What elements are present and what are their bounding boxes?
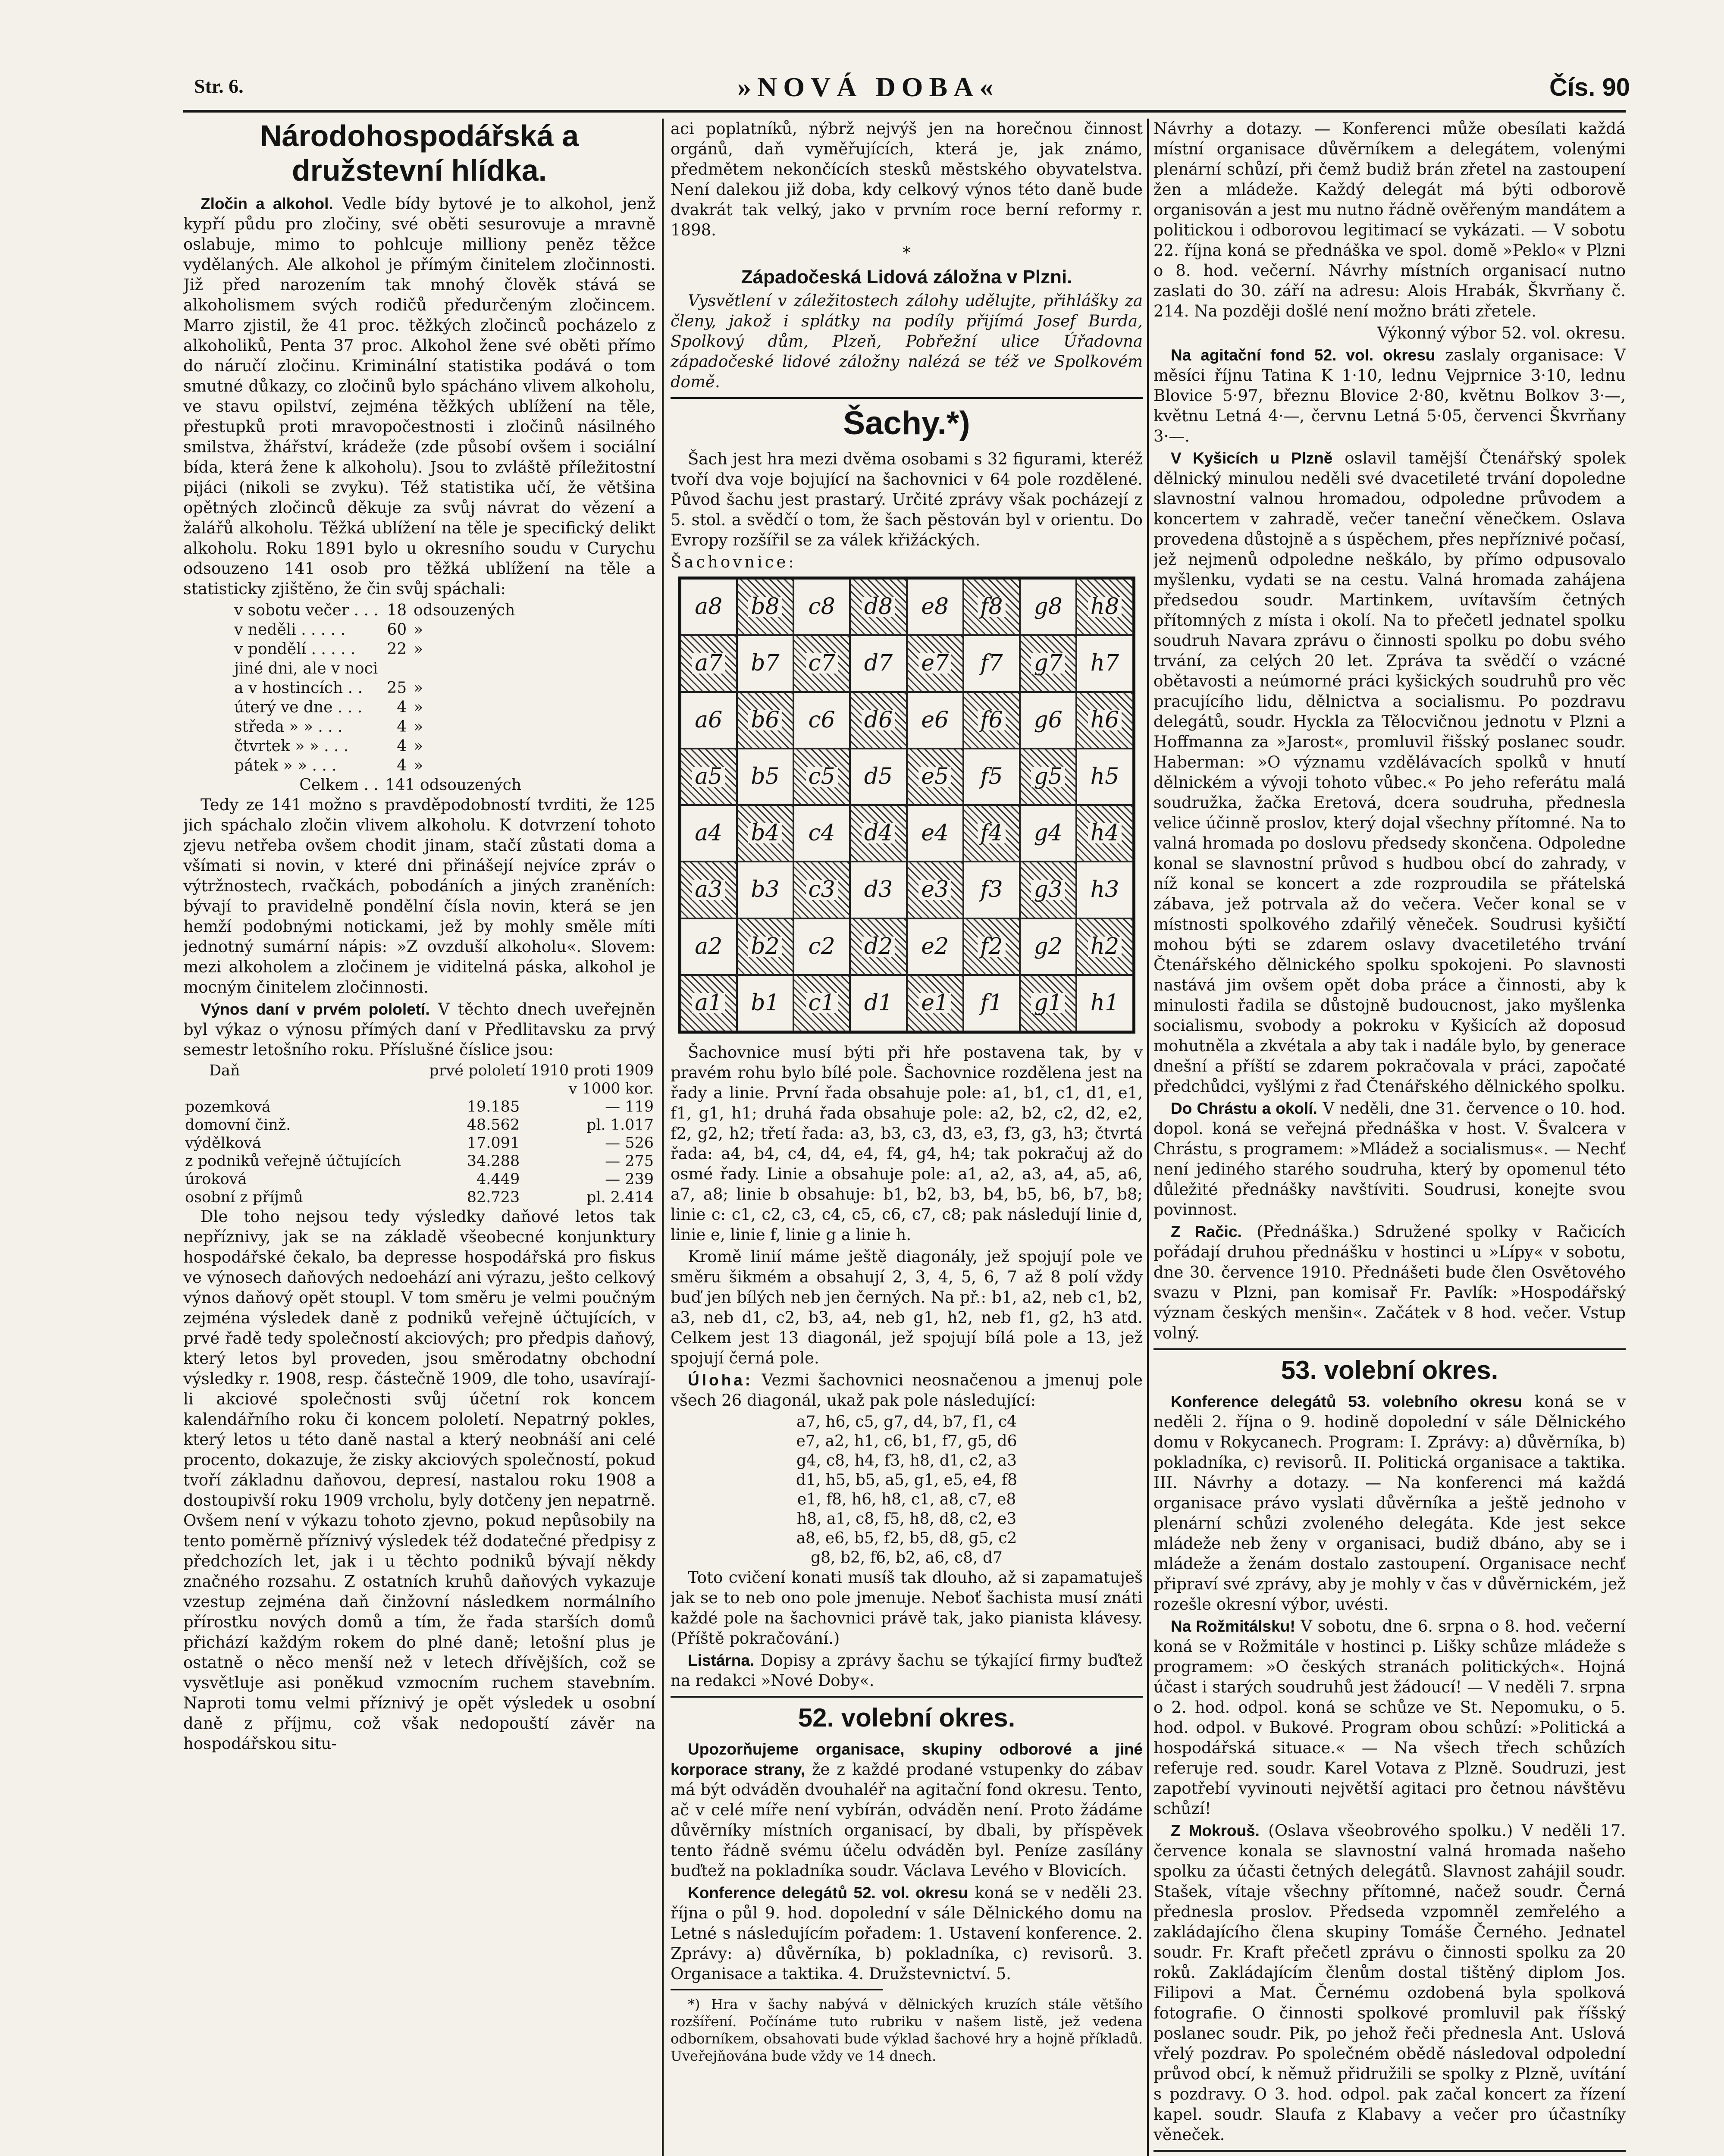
- moves-line: g4, c8, h4, f3, h8, d1, c2, a3: [796, 1452, 1017, 1470]
- notice-text: (Přednáška.) Sdružené spolky v Račicích pořádají druhou přednášku v hostinci u »Lípy« v sobotu, dne 30. července 1910. Přednášeti bude člen Osvětového svazu v Plzni, pan komisař Fr. Pavlík: »Hospodářský význam českých menšin«. Začátek v 8 hod. večer. Vstup volný.: [1154, 1222, 1626, 1342]
- district-53-title: 53. volební okres.: [1281, 1356, 1498, 1385]
- chess-square: [1020, 862, 1076, 918]
- stats-unit: »: [414, 737, 423, 755]
- square-label: a2: [695, 933, 723, 959]
- chess-square: [793, 749, 850, 805]
- notice-lead: Na agitační fond 52. vol. okresu: [1171, 346, 1436, 364]
- square-label: g6: [1034, 707, 1063, 733]
- chess-square: [793, 918, 850, 975]
- tax-header-row: [183, 1062, 655, 1080]
- notice-text: V neděli, dne 31. července o 10. hod. dopol. koná se veřejná přednáška v host. V. Švalcera v Chrástu, s programem: »Mládež a socialismus«. — Nechť není jediného starého soudruha, který by opomenul této důležité přednášky navštíviti. Soudrusi, konejte svou povinnost.: [1154, 1099, 1626, 1219]
- footnote: *) Hra v šachy nabývá v dělnických kruzích stále většího rozšíření. Počínáme tuto rubriku v našem listě, jež vedena odborníkem, obsahovati bude výklad šachové hry a hojně příkladů. Uveřejňována bude vždy ve 14 dnech.: [671, 1996, 1143, 2064]
- chess-square: [1076, 749, 1133, 805]
- square-label: c2: [808, 933, 835, 959]
- letters-lead: Listárna.: [688, 1651, 755, 1669]
- stats-row: [231, 717, 525, 736]
- stats-value: 4: [397, 757, 407, 774]
- tax-row: [183, 1116, 655, 1134]
- square-label: f5: [980, 763, 1003, 790]
- tax-label: osobní z příjmů: [185, 1189, 303, 1206]
- tax-row: [183, 1188, 655, 1206]
- section-title-economy: Národohospodářská a družstevní hlídka.: [260, 119, 579, 187]
- chess-square: [850, 918, 906, 975]
- stats-unit: »: [414, 718, 423, 736]
- square-label: c8: [808, 594, 835, 620]
- chess-square: [850, 749, 906, 805]
- task-lead: Úloha:: [688, 1371, 753, 1389]
- stats-value: 60: [387, 621, 407, 639]
- square-label: b5: [751, 763, 780, 790]
- square-label: a8: [695, 594, 723, 620]
- square-label: d4: [862, 823, 895, 843]
- moves-line: e1, f8, h6, h8, c1, a8, c7, e8: [797, 1491, 1016, 1508]
- tax-row: [183, 1170, 655, 1188]
- letters-text: Dopisy a zprávy šachu se týkající firmy buďtež na redakci »Nové Doby«.: [671, 1651, 1143, 1690]
- chess-square: [907, 918, 963, 975]
- chess-square: [793, 579, 850, 635]
- notice-text: koná se v neděli 23. října o půl 9. hod. dopolední v sále Dělnického domu na Letné s následujícím pořadem: 1. Ustavení konference. 2. Zprávy: a) důvěrníka, b) pokladníka, c) revisorů. 3. Organisace a taktika. 4. Družstevnictví. 5.: [671, 1883, 1143, 1983]
- chess-intro: Šach jest hra mezi dvěma osobami s 32 figurami, kteréž tvoří dva voje bojující na šachovnici v 64 pole rozdělené. Původ šachu jest prastarý. Určité zprávy však pocházejí z 5. stol. a svědčí o tom, že šach pěstován byl v orientu. Do Evropy rozšířil se za válek křižáckých.: [671, 450, 1143, 549]
- chess-square: [680, 805, 737, 862]
- stats-total: 141 odsouzených: [385, 776, 522, 794]
- bank-notice: Vysvětlení v záležitostech zálohy udělujte, přihlášky za členy, jakož i splátky na podíly přijímá Josef Burda, Spolkový dům, Plzeň, Pobřežní ulice Úřadovna západočeské lidové záložny nalézá se též ve Spolkovém domě.: [671, 291, 1143, 391]
- article-lead: Zločin a alkohol.: [201, 195, 333, 213]
- stats-total-row: [231, 775, 525, 795]
- notice-lead: Do Chrástu a okolí.: [1171, 1100, 1317, 1117]
- stats-value: 4: [397, 718, 407, 736]
- stats-label: úterý ve dne . . .: [234, 699, 363, 716]
- square-label: f2: [978, 937, 1005, 957]
- square-label: e1: [918, 993, 951, 1013]
- chess-square: [1076, 918, 1133, 975]
- chess-square: [680, 975, 737, 1031]
- article-paragraph: Návrhy a dotazy. — Konferenci může obesílati každá místní organisace důvěrníkem a delegátem, volenými plenární schůzí, při čemž budiž brán zřetel na zastoupení žen a mládeže. Každý delegát má býti odborově organisován a jest mu nutno řádně ověřeným mandátem a politickou i odborovou legitimací se vykázati. — V sobotu 22. října koná se přednáška ve spol. domě »Peklo« v Plzni o 8. hod. večerní. Návrhy místních organisací nutno zaslati do 30. září na adresu: Alois Hrabák, Škvrňany č. 214. Na později došlé není možno bráti zřetele.: [1154, 119, 1626, 320]
- notice-lead: V Kyšicích u Plzně: [1171, 449, 1333, 467]
- square-label: h4: [1088, 823, 1122, 843]
- chess-square: [1020, 918, 1076, 975]
- chess-square: [737, 749, 793, 805]
- page-header: [194, 71, 1630, 110]
- chess-square: [907, 579, 963, 635]
- chess-square: [680, 579, 737, 635]
- stats-unit: »: [414, 679, 423, 697]
- chess-moves-list: [671, 1412, 1143, 1567]
- chess-square: [680, 862, 737, 918]
- square-label: e3: [918, 880, 951, 900]
- square-label: d5: [864, 763, 893, 790]
- section-rule: [671, 1696, 1143, 1698]
- chess-square: [1076, 805, 1133, 862]
- square-label: h5: [1090, 763, 1119, 790]
- stats-value: [382, 659, 410, 678]
- tax-difference: — 239: [605, 1171, 654, 1188]
- stats-value: 4: [397, 699, 407, 716]
- stats-unit: »: [414, 699, 423, 716]
- chess-square: [793, 692, 850, 749]
- square-label: c4: [808, 820, 835, 846]
- column-divider-1: [662, 119, 664, 2156]
- tax-row: [183, 1098, 655, 1116]
- notice-text: že z každé prodané vstupenky do zábav má být odváděn dvouhaléř na agitační fond okresu. Tento, ač v celé míře není vybírán, odváděn není. Proto žádáme důvěrníky místních organisací, by dbali, by příspěvek tento řádně svému účelu odváděn byl. Peníze zasílány buďtež na pokladníka soudr. Václava Levého v Blovicích.: [671, 1760, 1143, 1880]
- chess-square: [850, 862, 906, 918]
- square-label: b6: [748, 710, 782, 730]
- stats-row: [231, 678, 525, 698]
- stats-unit: odsouzených: [414, 602, 515, 619]
- notice-lead: Konference delegátů 53. volebního okresu: [1171, 1393, 1522, 1410]
- chess-square: [1076, 635, 1133, 692]
- chess-square: [963, 862, 1020, 918]
- chess-square: [737, 805, 793, 862]
- article-paragraph: Tedy ze 141 možno s pravděpodobností tvrditi, že 125 jich spáchalo zločin vlivem alkoholu. K dotvrzení tohoto zjevu netřeba ovšem chodit jinam, stačí zůstati doma a všímati si novin, v které dni přinášejí nejvíce zpráv o výtržnostech, rvačkách, pobodáních a jiných zraněních: bývají to pravidelně pondělní čísla novin, která se jen hemží podobnými notickami, jež by mohly směle míti jednotný sumární nápis: »Z ovzduší alkoholu«. Slovem: mezi alkoholem a zločinem je viditelná páska, alkohol je mocným činitelem zločinnosti.: [183, 796, 655, 997]
- notice-text: zaslaly organisace: V měsíci říjnu Tatina K 1·10, lednu Vejprnice 3·10, lednu Blovice 5·97, březnu Blovice 2·80, květnu Bolkov 3·—, květnu Letná 4·—, červnu Letná 5·05, červenci Škvrňany 3·—.: [1154, 346, 1626, 445]
- signature: Výkonný výbor 52. vol. okresu.: [1377, 324, 1626, 342]
- chess-square: [850, 635, 906, 692]
- article-paragraph: Dle toho nejsou tedy výsledky daňové letos tak nepříznivy, jak se na základě všeobecné konjunktury hospodářské čekalo, ba depresse hospodářská pro fiskus ve výnosech daňových nedoehází ani výrazu, ješto celkový výnos daňový opět stoupl. V tom směru je velmi poučným zejména výsledek daně z podniků veřejně účtujících, v prvé řadě tedy společností akciových; pro předpis daňový, který letos byl proveden, jsou směrodatny obchodní výsledky r. 1908, resp. částečně 1909, dle toho, usavírají-li akciové společnosti svůj účetní rok koncem kalendářního roku či koncem pololetí. Nepatrný pokles, který letos u této daně nastal a který neobnáší ani celé procento, dokazuje, že zisky akciových společností, pokud tvoří základnu daňovou, depresí, nastalou roku 1908 a dostoupivší roku 1909 vrcholu, byly dotčeny jen nepatrně. Ovšem není v výkazu tohoto zjevno, pokud nepůsobily na tento poměrně příznivý výsledek též dodatečné předpisy z předchozích let, jak i u těchto podniků bývají někdy značného rozsahu. Z ostatních kruhů daňových vykazuje vzestup zejména daň činžovní následkem normálního přírostku nových domů a tím, že řada starších domů přichází každým rokem do plné daně; letošní plus je ostatně o něco menší než v letech dřívějších, což se vysvětluje asi poněkud vzmocním ruchem stavebním. Naproti tomu velmi příznivý je opět výsledek u osobní daně z příjmu, což však nedopouští závěr na hospodářskou situ-: [183, 1207, 655, 1753]
- square-label: d8: [862, 597, 895, 617]
- square-label: b2: [748, 937, 782, 957]
- square-label: b8: [748, 597, 782, 617]
- article-lead: Výnos daní v prvém pololetí.: [201, 1000, 430, 1018]
- moves-line: a8, e6, b5, f2, b5, d8, g5, c2: [796, 1529, 1017, 1547]
- agitation-fund: [1154, 345, 1626, 446]
- tax-label: výdělková: [185, 1134, 261, 1152]
- task-text: Vezmi šachovnici neosnačenou a jmenuj pole všech 26 diagonál, ukaž pak pole následující:: [671, 1371, 1143, 1410]
- chess-square: [680, 635, 737, 692]
- moves-line: e7, a2, h1, c6, b1, f7, g5, d6: [796, 1432, 1017, 1450]
- stats-label: čtvrtek » » . . .: [234, 737, 349, 755]
- square-label: e8: [921, 594, 949, 620]
- article-paragraph: aci poplatníků, nýbrž nejvýš jen na horečnou činnost orgánů, daň vyměřujících, která je, jak známo, předmětem nekončících stesků městského obyvatelstva. Není dalekou již doba, kdy celkový výnos této daně bude dvakrát tak velký, jako v prvním roce berní reformy r. 1898.: [671, 119, 1143, 239]
- chess-square: [1076, 579, 1133, 635]
- chess-square: [1076, 692, 1133, 749]
- chess-square: [1020, 805, 1076, 862]
- square-label: g4: [1034, 820, 1063, 846]
- chess-square: [1020, 635, 1076, 692]
- square-label: a7: [692, 653, 725, 674]
- stats-label: středa » » . . .: [234, 718, 343, 736]
- district-52-conference: [671, 1883, 1143, 1984]
- square-label: e6: [921, 707, 949, 733]
- tax-value: 82.723: [467, 1189, 520, 1206]
- chess-paragraph: Šachovnice musí býti při hře postavena tak, by v pravém rohu bylo bílé pole. Šachovnice rozdělena jest na řady a linie. První řada obsahuje pole: a1, b1, c1, d1, e1, f1, g1, h1; druhá řada obsahuje pole: a2, b2, c2, d2, e2, f2, g2, h2; třetí řada: a3, b3, c3, d3, e3, f3, g3, h3; čtvrtá řada: a4, b4, c4, d4, e4, f4, g4, h4; tak pokračuj až do osmé řady. Linie a obsahuje pole: a1, a2, a3, a4, a5, a6, a7, a8; linie b obsahuje: b1, b2, b3, b4, b5, b6, b7, b8; linie c: c1, c2, c3, c4, c5, c6, c7, c8; pak následují linie d, linie e, linie f, linie g a linie h.: [671, 1043, 1143, 1244]
- chess-square: [1076, 862, 1133, 918]
- square-label: a3: [692, 880, 725, 900]
- tax-label: úroková: [185, 1171, 247, 1188]
- chessboard-grid: [678, 577, 1135, 1034]
- square-label: e5: [918, 767, 951, 787]
- chess-square: [680, 749, 737, 805]
- rozmital-notice: [1154, 1616, 1626, 1819]
- racice-notice: [1154, 1222, 1626, 1343]
- district-53-conference: [1154, 1391, 1626, 1614]
- chess-square: [793, 635, 850, 692]
- moves-line: g8, b2, f6, b2, a6, c8, d7: [811, 1549, 1003, 1567]
- tax-label: domovní činž.: [185, 1116, 291, 1134]
- section-rule: [671, 397, 1143, 399]
- square-label: g5: [1031, 767, 1065, 787]
- alcohol-stats-table: [231, 601, 525, 795]
- stats-unit: »: [414, 621, 423, 639]
- chessboard-diagram: [678, 577, 1135, 1034]
- separator-star: *: [903, 244, 911, 262]
- stats-value: 18: [387, 602, 407, 619]
- square-label: a5: [692, 767, 725, 787]
- square-label: a1: [692, 993, 725, 1013]
- square-label: g2: [1034, 933, 1063, 959]
- article-text: V těchto dnech uveřejněn byl výkaz o výnosu přímých daní v Předlitavsku za prvý semestr letošního roku. Příslušné číslice jsou:: [183, 1000, 655, 1059]
- square-label: d7: [864, 650, 893, 677]
- chess-square: [850, 805, 906, 862]
- stats-row: [231, 601, 525, 620]
- stats-row: [231, 659, 525, 678]
- tax-header-unit-row: [183, 1080, 655, 1098]
- square-label: d2: [862, 937, 895, 957]
- square-label: f8: [978, 597, 1005, 617]
- chess-square: [963, 692, 1020, 749]
- square-label: c5: [806, 767, 838, 787]
- stats-label: jiné dni, ale v noci: [234, 660, 378, 677]
- chess-square: [1076, 975, 1133, 1031]
- article-taxes: [183, 999, 655, 1060]
- chess-square: [963, 749, 1020, 805]
- chess-square: [963, 918, 1020, 975]
- tax-header-period: prvé pololetí 1910 proti 1909: [429, 1062, 654, 1079]
- square-label: d3: [864, 877, 893, 903]
- stats-label: v pondělí . . . . .: [234, 640, 356, 658]
- masthead: »NOVÁ DOBA«: [737, 72, 1000, 102]
- district-52-title: 52. volební okres.: [798, 1703, 1016, 1732]
- square-label: h8: [1088, 597, 1122, 617]
- chess-paragraph: Toto cvičení konati musíš tak dlouho, až si zapamatuješ jak se to neb ono pole jmenuje. Neboť šachista musí znáti každé pole na šachovnici právě tak, jako pianista klávesy. (Příště pokračování.): [671, 1568, 1143, 1648]
- stats-row: [231, 698, 525, 717]
- bank-title: Západočeská Lidová záložna v Plzni.: [741, 266, 1072, 288]
- square-label: h1: [1090, 990, 1119, 1016]
- square-label: b1: [751, 990, 780, 1016]
- moves-line: d1, h5, b5, a5, g1, e5, e4, f8: [796, 1471, 1018, 1489]
- square-label: g3: [1031, 880, 1065, 900]
- stats-value: 22: [387, 640, 407, 658]
- stats-unit: »: [414, 640, 423, 658]
- tax-difference: — 119: [605, 1098, 654, 1116]
- footnote-rule: [671, 1989, 883, 1990]
- tax-header-unit: v 1000 kor.: [568, 1080, 654, 1097]
- tax-value: 48.562: [467, 1116, 520, 1134]
- tax-difference: pl. 1.017: [586, 1116, 654, 1134]
- column-divider-2: [1147, 119, 1149, 2156]
- tax-difference: — 526: [605, 1134, 654, 1152]
- square-label: g7: [1031, 653, 1065, 674]
- square-label: a4: [695, 820, 723, 846]
- kysice-report: [1154, 448, 1626, 1097]
- tax-header-label: Daň: [209, 1062, 240, 1079]
- tax-table: [183, 1062, 655, 1206]
- square-label: h3: [1090, 877, 1119, 903]
- stats-row: [231, 639, 525, 659]
- tax-row: [183, 1152, 655, 1170]
- square-label: e2: [921, 933, 949, 959]
- chess-square: [907, 635, 963, 692]
- square-label: h7: [1090, 650, 1119, 677]
- column-1: [183, 119, 655, 2156]
- notice-text: (Oslava všeobrového spolku.) V neděli 17. července konala se slavnostní valná hromada našeho spolku za účasti četných delegátů. Slavnost zahájil soudr. Stašek, vítaje všechny přítomné, načež soudr. Černá přednesla proslov. Předseda vzpomněl zemřelého a zakládajícího člena skupiny Tomáše Černého. Jednatel soudr. Fr. Kraft přečetl zprávu o činnosti spolku za 20 roků. Zakládajícím členům dostal tištěný diplom Jos. Filipovi a Mat. Černému ozdobená byla spolková fotografie. O činnosti spolkové promluvil pak říšský poslanec soudr. Pik, po jehož řeči přednesla Ant. Uslová vřelý pozdrav. Po společném obědě následoval odpolední průvod obcí, k němuž přidružili se spolky z Plzně, uvítání s pozdravy. O 3. hod. odpol. pak začal koncert za řízení kapel. soudr. Slaufa z Klabavy a večer pro účastníky věneček.: [1154, 1821, 1626, 2144]
- square-label: f1: [980, 990, 1003, 1016]
- square-label: e4: [921, 820, 949, 846]
- column-3: [1154, 119, 1626, 2156]
- square-label: f4: [978, 823, 1005, 843]
- chess-paragraph: Kromě linií máme ještě diagonály, jež spojují pole ve směru šikmém a obsahují 2, 3, 4, 5, 6, 7 až 8 polí vždy buď jen bílých neb jen černých. Na př.: b1, a2, neb c1, b2, a3, neb d1, c2, b3, a4, neb g1, h2, neb f1, g2, h3 atd. Celkem jest 13 diagonál, jež spojují bílá pole a 13, jež spojují černá pole.: [671, 1247, 1143, 1367]
- square-label: e7: [918, 653, 951, 674]
- chess-task: [671, 1370, 1143, 1410]
- chess-square: [907, 862, 963, 918]
- stats-unit: »: [414, 757, 423, 774]
- square-label: g1: [1031, 993, 1065, 1013]
- square-label: d6: [862, 710, 895, 730]
- chess-square: [907, 749, 963, 805]
- chrast-notice: [1154, 1098, 1626, 1220]
- square-label: a6: [695, 707, 723, 733]
- chess-square: [850, 579, 906, 635]
- stats-label: v sobotu večer . . .: [234, 602, 379, 619]
- section-rule: [1154, 2150, 1626, 2152]
- square-label: b7: [751, 650, 780, 677]
- square-label: b4: [748, 823, 782, 843]
- stats-unit: [410, 659, 525, 678]
- square-label: b3: [751, 877, 780, 903]
- page-number-left: Str. 6.: [194, 75, 244, 97]
- moves-line: a7, h6, c5, g7, d4, b7, f1, c4: [796, 1413, 1017, 1431]
- chess-square: [963, 975, 1020, 1031]
- issue-number: Čís. 90: [1549, 73, 1630, 101]
- chess-square: [793, 805, 850, 862]
- moves-line: h8, a1, c8, f5, h8, d8, c2, e3: [796, 1510, 1017, 1528]
- notice-lead: Z Mokrouš.: [1171, 1822, 1260, 1839]
- chess-square: [737, 975, 793, 1031]
- stats-row: [231, 620, 525, 639]
- tax-difference: pl. 2.414: [586, 1189, 654, 1206]
- chess-square: [963, 579, 1020, 635]
- square-label: c7: [806, 653, 838, 674]
- square-label: c3: [806, 880, 838, 900]
- chess-square: [963, 635, 1020, 692]
- chess-title: Šachy.*): [843, 405, 970, 442]
- notice-text: oslavil tamější Čtenářský spolek dělnický minulou neděli své dvacetileté trvání dopoledne slavnostní valnou hromadou, odpoledne průvodem a koncertem v zahradě, večer taneční věnečkem. Oslava provedena důstojně a s úspěchem, přes nepříznivé počasí, jež nejmenů odpoledne neškálo, by přímo odpusovalo myšlenku, vydati se na cestu. Valná hromada zahájena předsedou soudr. Martinkem, uvítavším četných přítomných z místa i okolí. Na to přečetl jednatel spolku soudruh Navara zprávu o činnosti spolku po dobu svého trvání, za celých 20 let. Zpráva ta svědčí o vzácné obětavosti a neúmorné práci kyšických soudruhů pro věc pracujícího lidu, dělnictva a socialismu. Po pozdravu delegátů, soudr. Hyckla za Tělocvičnou jednotu v Plzni a Hoffmanna za »Jarost«, promluvil řišský poslanec soudr. Haberman: »O významu vzdělávacích spolků v hnutí dělnickém a vývoji tohoto vůbec.« Po jeho referátu malá soudružka, žačka Eretová, dcera soudruha, přednesla velice účinně proslov, který dojal všechny přítomné. Na to valná hromada po doslovu předsedy skončena. Odpoledne konal se slavnostní průvod s hudbou obcí do zahrady, v níž konal se koncert a zde rozproudila se přátelská zábava, jež potrvala až do večera. Večer konal se v místnosti spolkového zdařilý věneček. Soudrusi kyšičtí mohou býti se zdarem oslavy dvacetiletého trvání Čtenářského dělnického spolku spokojeni. Po slavnosti nastává jim ovšem opět doba práce a činnosti, aby k minulosti řadila se důstojně budoucnost, jako myšlenka socialismu, svobody a pokroku v Kyšicích až doposud mohutněla a zkvétala a aby tak i nadále bylo, by generace dnešní a příští se zdarem pokračovala v práci, započaté předchůdci, vyšlými z řad Čtenářského dělnického spolku.: [1154, 449, 1626, 1096]
- header-rule: [183, 110, 1626, 113]
- chess-square: [1020, 975, 1076, 1031]
- chess-square: [737, 862, 793, 918]
- board-label: Šachovnice:: [671, 553, 796, 571]
- notice-text: V sobotu, dne 6. srpna o 8. hod. večerní koná se v Rožmitále v hostinci p. Lišky schůze mládeže s programem: »O českých stranách politických«. Hojná účast i starých soudruhů jest žádoucí! — V neděli 7. srpna o 2. hod. odpol. koná se schůze ve St. Nepomuku, o 5. hod. odpol. v Bukové. Program obou schůzí: »Politická a hospodářská situace.« — Na všech třech schůzích referuje red. soudr. Karel Votava z Plzně. Soudruzi, jest zapotřebí vyvinouti největší agitaci pro četnou návštěvu schůzí!: [1154, 1617, 1626, 1818]
- chess-square: [850, 692, 906, 749]
- square-label: c1: [806, 993, 838, 1013]
- chess-square: [793, 975, 850, 1031]
- notice-lead: Upozorňujeme organisace, skupiny odborové a jiné korporace strany,: [671, 1740, 1143, 1778]
- chess-square: [907, 692, 963, 749]
- stats-label: a v hostincích . .: [234, 679, 363, 697]
- section-rule: [1154, 1348, 1626, 1350]
- square-label: h6: [1088, 710, 1122, 730]
- stats-label: pátek » » . . .: [234, 757, 337, 774]
- chess-square: [963, 805, 1020, 862]
- square-label: d1: [864, 990, 893, 1016]
- chess-square: [680, 918, 737, 975]
- square-label: g8: [1034, 594, 1063, 620]
- stats-total-label: Celkem . .: [299, 776, 379, 794]
- chess-square: [737, 635, 793, 692]
- district-52-notice: [671, 1739, 1143, 1881]
- chess-letters: [671, 1650, 1143, 1691]
- notice-text: koná se v neděli 2. října o 9. hodině dopolední v sále Dělnického domu v Rokycanech. Program: I. Zprávy: a) důvěrníka, b) pokladníka, c) revisorů. II. Politická organisace a taktika. III. Návrhy a dotazy. — Na konferenci má každá organisace právo vyslati důvěrníka a ještě jednoho v plenární schůzi zvoleného delegáta. Kde jest sekce mládeže neb ženy v organisaci, budiž dbáno, aby se i mládeže a ženám dostalo zastoupení. Organisace nechť připraví své zprávy, aby je mohly v čas v důvěrnickém, jež rozešle okresní výbor, uvésti.: [1154, 1392, 1626, 1614]
- tax-value: 19.185: [467, 1098, 520, 1116]
- chess-square: [907, 975, 963, 1031]
- chess-square: [1020, 749, 1076, 805]
- tax-label: z podniků veřejně účtujících: [185, 1153, 401, 1170]
- chess-square: [680, 692, 737, 749]
- chess-square: [737, 579, 793, 635]
- stats-label: v neděli . . . . .: [234, 621, 346, 639]
- notice-lead: Na Rožmitálsku!: [1171, 1617, 1295, 1635]
- mokrous-report: [1154, 1821, 1626, 2145]
- chess-square: [737, 918, 793, 975]
- chess-square: [907, 805, 963, 862]
- tax-value: 34.288: [467, 1153, 520, 1170]
- tax-label: pozemková: [185, 1098, 271, 1116]
- stats-row: [231, 736, 525, 756]
- square-label: c6: [808, 707, 835, 733]
- square-label: h2: [1088, 937, 1122, 957]
- tax-row: [183, 1134, 655, 1152]
- stats-value: 4: [397, 737, 407, 755]
- chess-square: [737, 692, 793, 749]
- article-text: Vedle bídy bytové je to alkohol, jenž kypří půdu pro zločiny, své oběti sesurovuje a mravně oslabuje, mimo to pohlcuje milliony peněz těžce vydělaných. Ale alkohol je přímým činitelem zločinnosti. Již před narozením tak mnohý člověk stává se alkoholismem svých rodičů předurčeným zločincem. Marro zjistil, že 41 proc. těžkých zločinců pocházelo z alkoholiků, Penta 37 proc. Alkohol žene své oběti přímo do náručí zločinu. Kriminální statistika podává o tom smutné důkazy, co zločinů bylo spácháno vlivem alkoholu, ve stavu opilství, zejména těžkých ublížení na těle, přestupků proti mravopočestnosti i zločinů násilného smilstva, žhářství, krádeže (zde působí ovšem i sociální bída, která žene k alkoholu). Jsou to zvláště příležitostní pijáci (nikoli se zvyku). Též statistika učí, že většina opětných zločinců děkuje za svůj návrat do vězení a žalářů alkoholu. Těžká ublížení na těle je specifický delikt alkoholu. Roku 1891 bylo u okresního soudu v Curychu odsouzeno 141 osob pro těžká ublížení na těle a statisticky zjištěno, že čin svůj spáchali:: [183, 194, 655, 598]
- article-alcohol: [183, 194, 655, 599]
- tax-value: 17.091: [467, 1134, 520, 1152]
- square-label: f3: [980, 877, 1003, 903]
- chess-square: [1020, 692, 1076, 749]
- stats-value: 25: [387, 679, 407, 697]
- chess-square: [793, 862, 850, 918]
- tax-value: 4.449: [476, 1171, 520, 1188]
- column-2: [671, 119, 1143, 2156]
- stats-row: [231, 756, 525, 775]
- chess-square: [850, 975, 906, 1031]
- square-label: f7: [980, 650, 1003, 677]
- notice-lead: Konference delegátů 52. vol. okresu: [688, 1884, 968, 1902]
- chess-square: [1020, 579, 1076, 635]
- notice-lead: Z Račic.: [1171, 1223, 1242, 1241]
- tax-difference: — 275: [605, 1153, 654, 1170]
- square-label: f6: [978, 710, 1005, 730]
